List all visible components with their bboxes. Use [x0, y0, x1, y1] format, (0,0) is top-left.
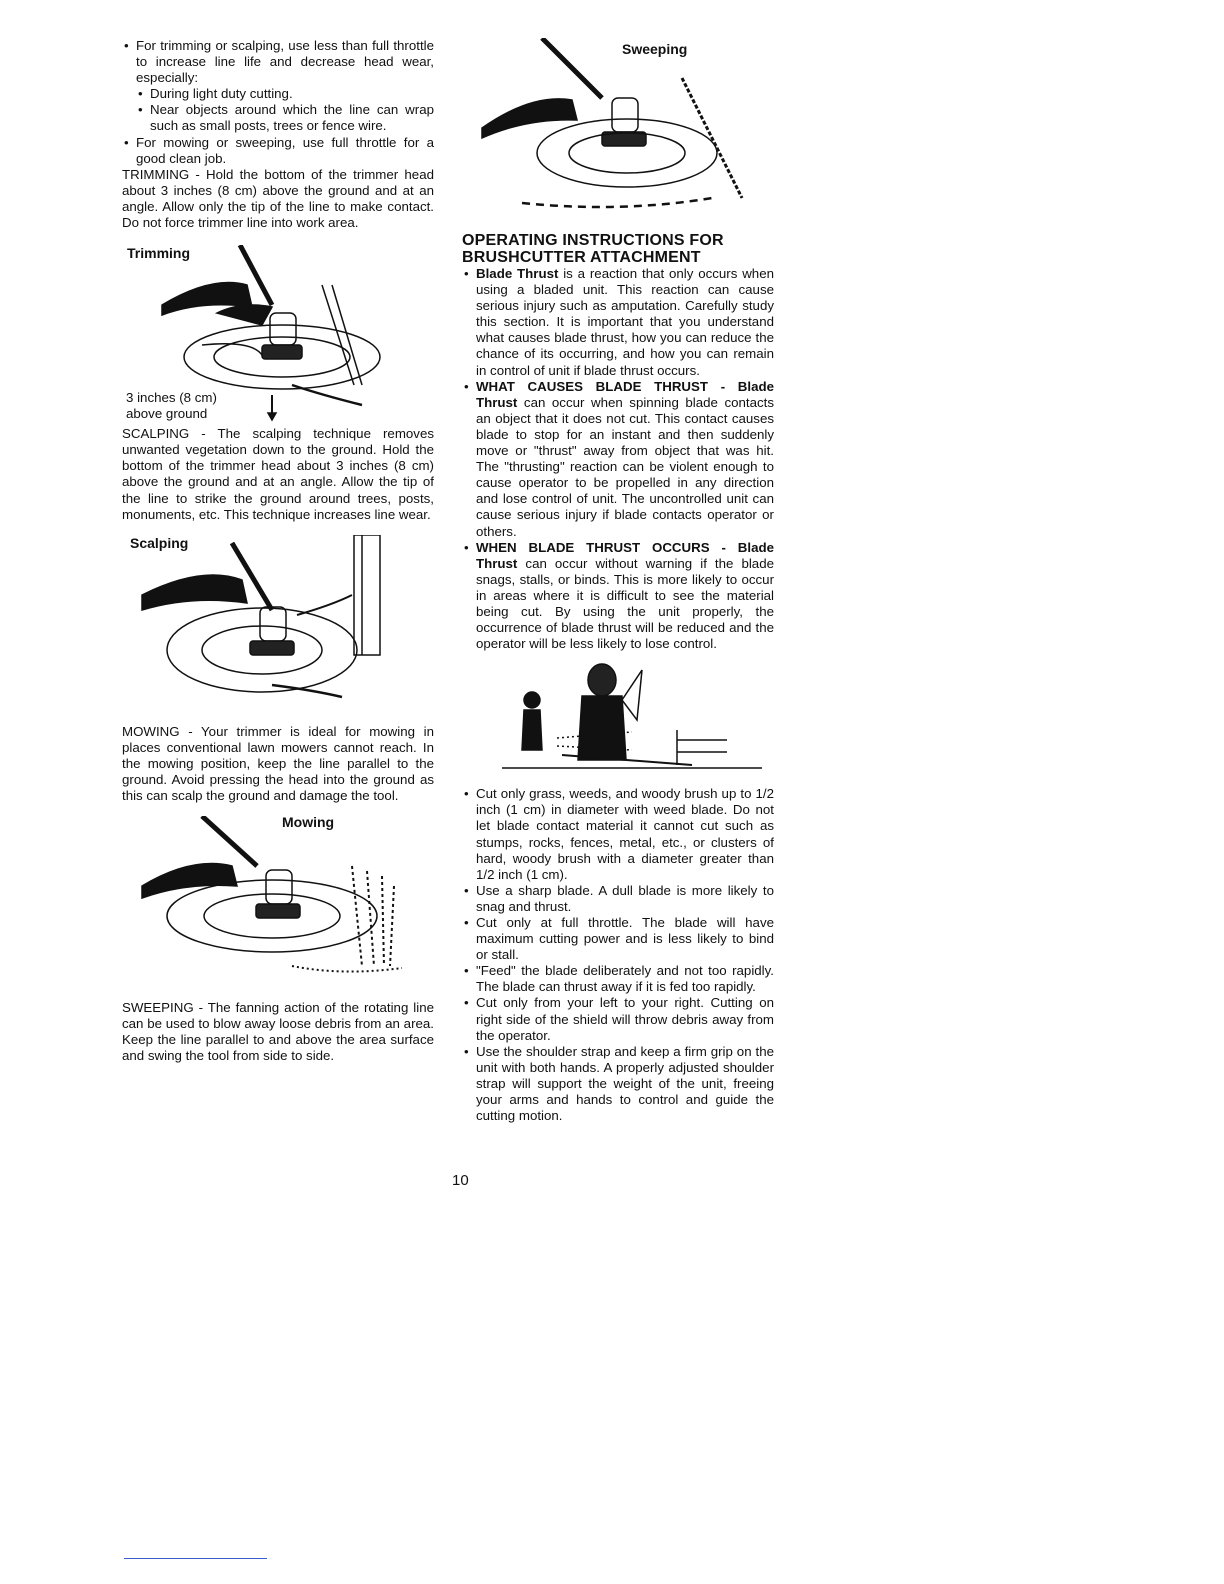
scalping-illustration — [122, 535, 434, 720]
list-item — [462, 379, 774, 540]
scalping-label: Scalping — [130, 534, 189, 551]
sweeping-figure — [462, 38, 774, 228]
heading-line1: OPERATING INSTRUCTIONS FOR — [462, 232, 724, 249]
mowing-label: Mowing — [282, 814, 335, 831]
mowing-figure — [122, 816, 434, 1006]
list-item: • For trimming or scalping, use less than full throttle to increase line life and decrease head wear, especially: — [122, 38, 434, 86]
what-causes-lead: WHAT CAUSES BLADE THRUST - Blade Thrust — [476, 378, 774, 410]
scalping-paragraph: SCALPING - The scalping technique removes unwanted vegetation down to the ground. Hold the bottom of the trimmer head about 3 inches (8 cm) above the ground and at an angle. Allow the tip of the line to strike the ground around trees, posts, monuments, etc. This technique increases line wear. — [122, 426, 434, 522]
sweeping-label: Sweeping — [622, 41, 688, 57]
list-item: • Use a sharp blade. A dull blade is more likely to snag and thrust. — [462, 883, 774, 915]
trimming-caption-line2: above ground — [126, 406, 208, 422]
list-item — [462, 540, 774, 653]
operator-illustration — [462, 660, 774, 780]
mowing-paragraph: MOWING - Your trimmer is ideal for mowing in places conventional lawn mowers cannot reach. In the mowing position, keep the line parallel to the ground. Avoid pressing the head into the ground as this can scalp the ground and damage the tool. — [122, 723, 434, 804]
when-occurs-text: can occur without warning if the blade snags, stalls, or binds. This is more likely to occur in areas where it is difficult to see the material being cut. By using the unit properly, the occurrence of blade thrust will be reduced and the operator will be less likely to lose control. — [476, 555, 774, 652]
heading-line2: BRUSHCUTTER ATTACHMENT — [462, 249, 701, 266]
list-item: • For mowing or sweeping, use full throttle for a good clean job. — [122, 135, 434, 167]
list-item: • Cut only from your left to your right. Cutting on right side of the shield will throw debris away from the operator. — [462, 995, 774, 1043]
trimming-caption-line1: 3 inches (8 cm) — [126, 390, 217, 406]
section-heading — [462, 232, 774, 266]
trimming-label: Trimming — [127, 245, 191, 262]
list-item: • Cut only grass, weeds, and woody brush up to 1/2 inch (1 cm) in diameter with weed blade. Do not let blade contact material it cannot cut such as stumps, rocks, fences, metal, etc., or clusters of hard, woody brush with a diameter greater than 1/2 inch (1 cm). — [462, 786, 774, 883]
blade-thrust-lead: Blade Thrust — [476, 266, 559, 281]
operator-figure — [462, 660, 774, 780]
blade-thrust-text: is a reaction that only occurs when using a bladed unit. This reaction can cause serious injury such as amputation. Carefully study this section. It is important that you understand what causes blade thrust, how you can reduce the chance of its occurring, and how you can remain in control of unit if blade thrust occurs. — [476, 266, 774, 378]
sweeping-illustration — [462, 38, 774, 228]
right-column — [462, 38, 774, 1124]
trimming-paragraph: TRIMMING - Hold the bottom of the trimmer head about 3 inches (8 cm) above the ground and at an angle. Allow only the tip of the line to make contact. Do not force trimmer line into work area. — [122, 166, 434, 231]
list-item: • During light duty cutting. — [122, 86, 434, 102]
what-causes-text: can occur when spinning blade contacts an object that it does not cut. This contact causes blade to stop for an instant and then suddenly move or "thrust" away from object that was hit. The "thrusting" reaction can be violent enough to cause operator to be propelled in any direction and lose control of unit. The uncontrolled unit can cause serious injury if blade contacts operator or others. — [476, 394, 774, 539]
list-item — [462, 266, 774, 379]
trimming-figure — [122, 245, 434, 450]
when-occurs-lead: WHEN BLADE THRUST OCCURS - Blade Thrust — [476, 539, 774, 571]
mowing-illustration — [122, 816, 434, 1006]
page-number: 10 — [452, 1172, 469, 1189]
list-item: • Use the shoulder strap and keep a firm grip on the unit with both hands. A properly adjusted shoulder strap will support the weight of the unit, freeing your arms and hands to control and guide the cutting motion. — [462, 1044, 774, 1124]
footer-link-underline[interactable] — [124, 1558, 267, 1559]
list-item: • Near objects around which the line can wrap such as small posts, trees or fence wire. — [122, 102, 434, 134]
left-column — [122, 38, 434, 1065]
sweeping-paragraph: SWEEPING - The fanning action of the rotating line can be used to blow away loose debris from an area. Keep the line parallel to and above the area surface and swing the tool from side to side. — [122, 1000, 434, 1064]
list-item: • Cut only at full throttle. The blade will have maximum cutting power and is less likely to bind or stall. — [462, 915, 774, 963]
scalping-figure — [122, 535, 434, 720]
list-item: • "Feed" the blade deliberately and not too rapidly. The blade can thrust away if it is fed too rapidly. — [462, 963, 774, 995]
